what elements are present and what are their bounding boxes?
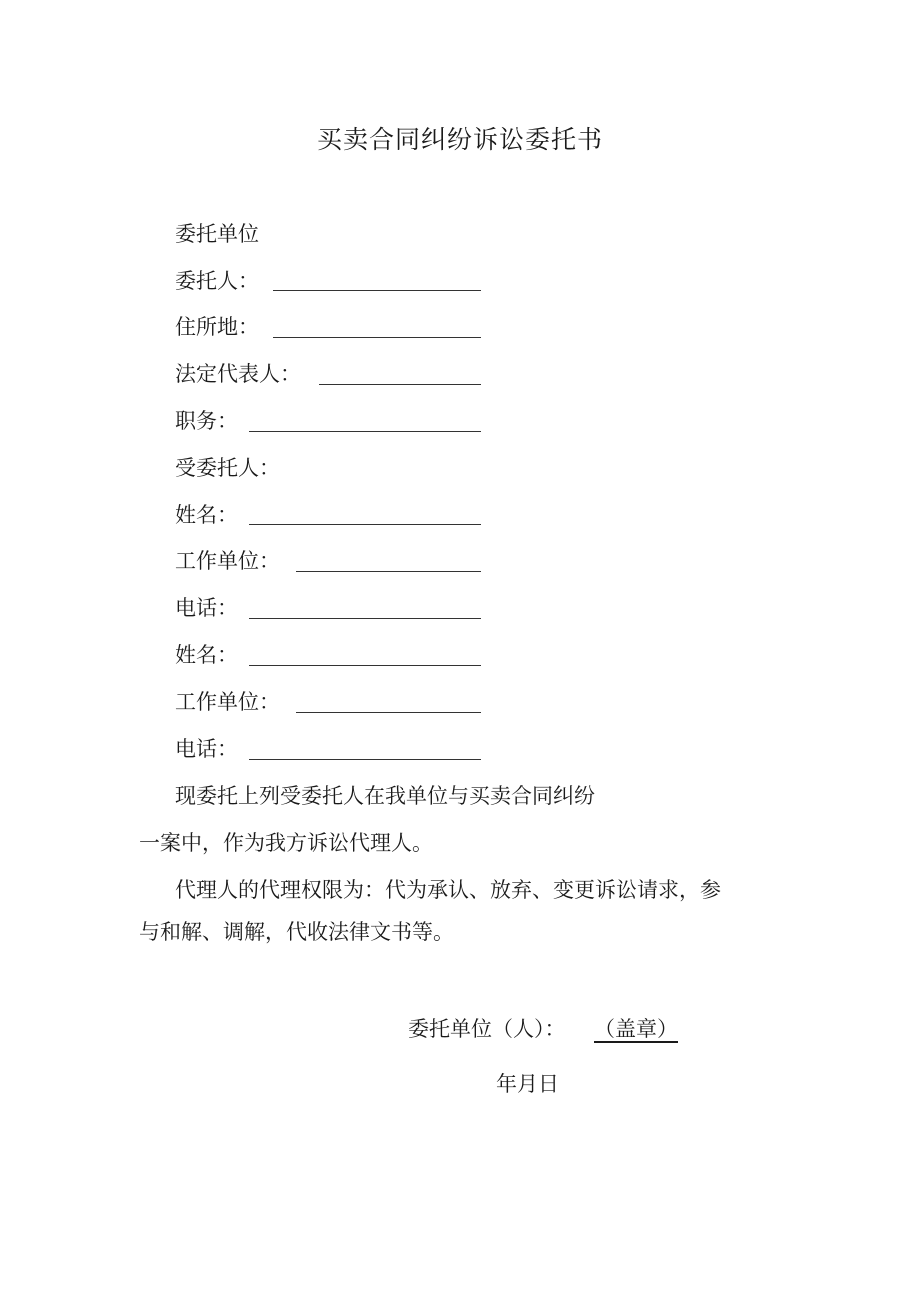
seal-placeholder: （盖章） xyxy=(594,1017,678,1041)
position-blank-line[interactable] xyxy=(249,431,481,432)
principal-label: 委托人： xyxy=(175,269,259,293)
agent-1-work-unit-label: 工作单位： xyxy=(175,549,280,573)
address-blank-line[interactable] xyxy=(273,337,481,338)
legal-rep-blank-line[interactable] xyxy=(319,384,481,385)
signature-label: 委托单位（人）： xyxy=(408,1017,566,1041)
principal-heading: 委托单位 xyxy=(175,222,259,246)
address-label: 住所地： xyxy=(175,315,259,339)
agent-1-phone-blank-line[interactable] xyxy=(249,618,481,619)
principal-blank-line[interactable] xyxy=(273,290,481,291)
signature-date: 年月日 xyxy=(496,1072,559,1096)
document-title: 买卖合同纠纷诉讼委托书 xyxy=(316,125,603,154)
body-para2-line1: 代理人的代理权限为：代为承认、放弃、变更诉讼请求，参 xyxy=(175,878,721,902)
legal-rep-label: 法定代表人： xyxy=(175,362,301,386)
agent-2-name-label: 姓名： xyxy=(175,643,238,667)
agent-heading: 受委托人： xyxy=(175,456,280,480)
body-para1-line2: 一案中，作为我方诉讼代理人。 xyxy=(139,831,433,855)
agent-2-name-blank-line[interactable] xyxy=(249,665,481,666)
agent-2-work-unit-blank-line[interactable] xyxy=(296,712,481,713)
agent-1-name-label: 姓名： xyxy=(175,503,238,527)
agent-1-name-blank-line[interactable] xyxy=(249,524,481,525)
agent-1-phone-label: 电话： xyxy=(175,596,238,620)
body-para2-line2: 与和解、调解，代收法律文书等。 xyxy=(139,920,454,944)
agent-2-phone-blank-line[interactable] xyxy=(249,759,481,760)
body-para1-line1: 现委托上列受委托人在我单位与买卖合同纠纷 xyxy=(175,784,595,808)
position-label: 职务： xyxy=(175,409,238,433)
agent-2-phone-label: 电话： xyxy=(175,737,238,761)
agent-2-work-unit-label: 工作单位： xyxy=(175,690,280,714)
agent-1-work-unit-blank-line[interactable] xyxy=(296,571,481,572)
